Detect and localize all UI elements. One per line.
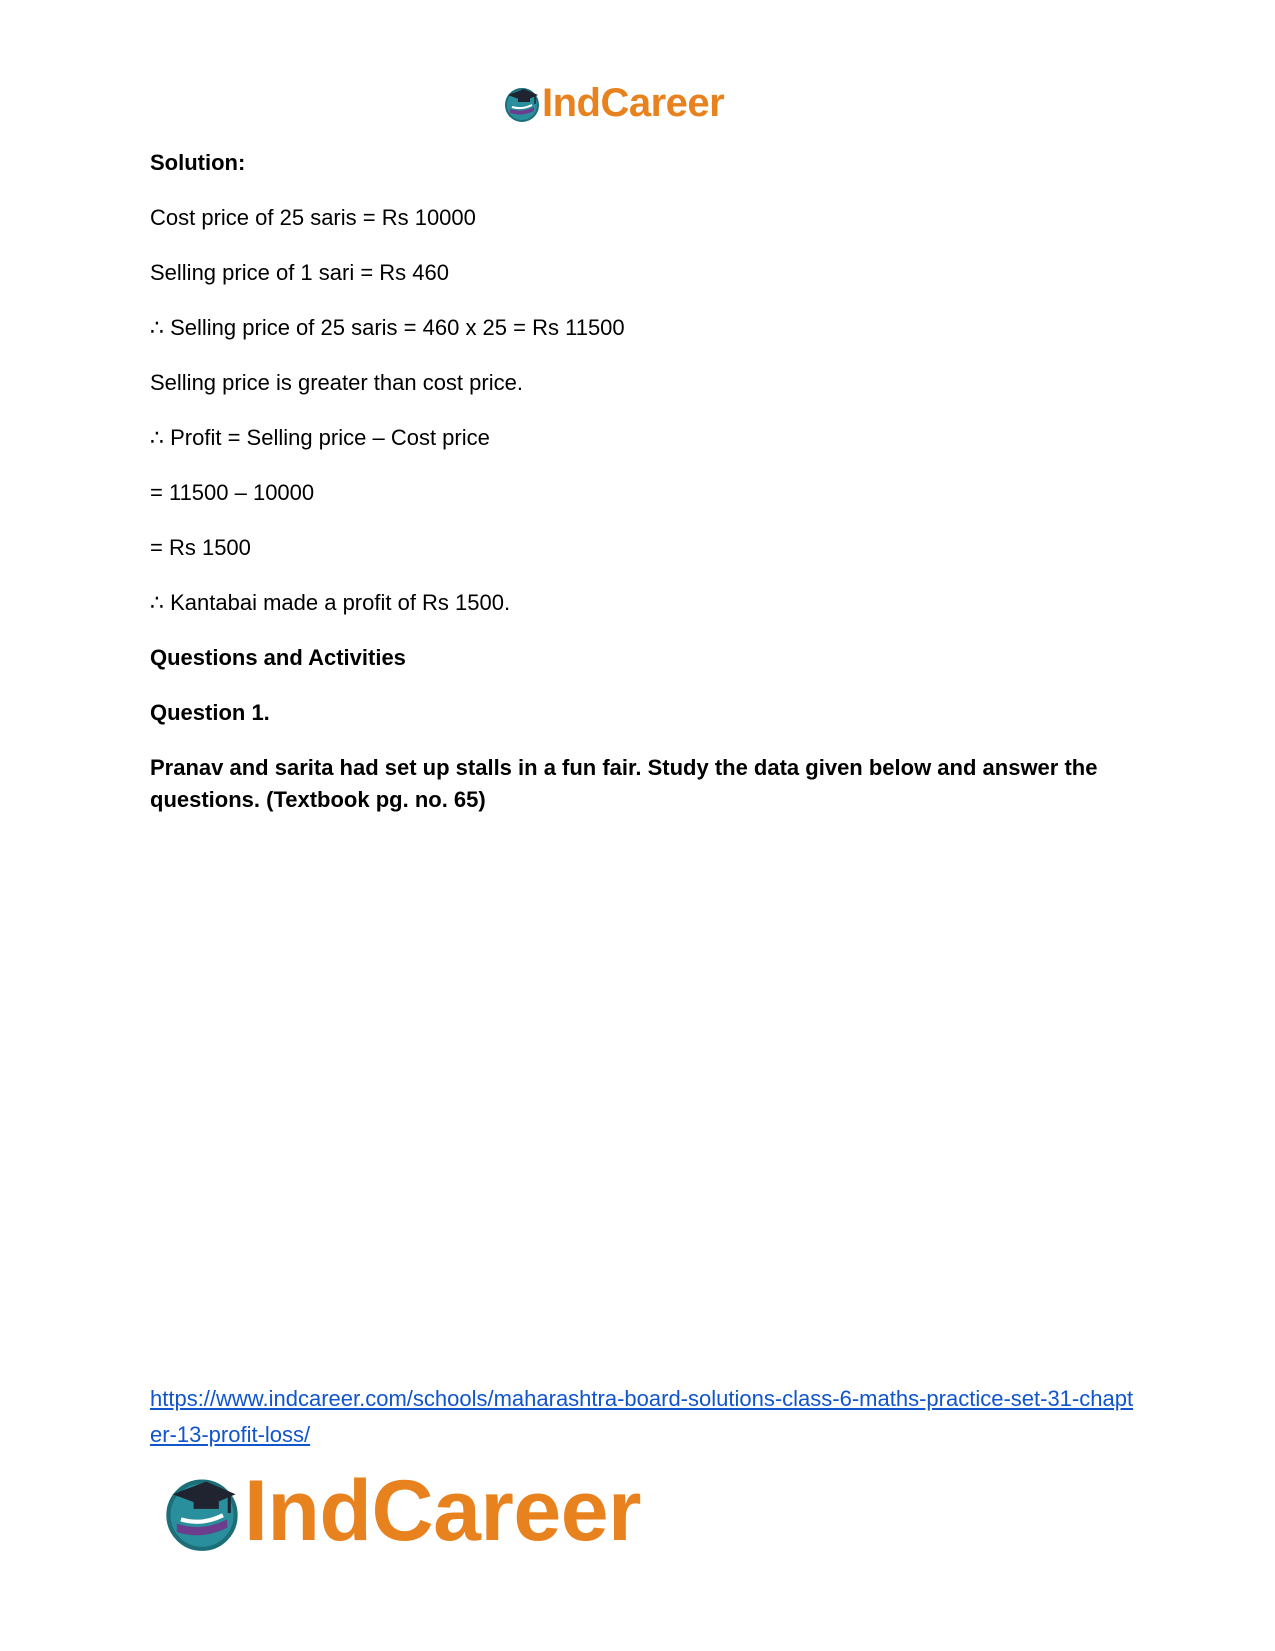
section-heading: Questions and Activities [150, 645, 406, 670]
globe-graduation-cap-icon [502, 83, 542, 123]
brand-logo-text: IndCareer [244, 1463, 641, 1559]
question-text: Pranav and sarita had set up stalls in a fun fair. Study the data given below and answer the questions. (Textbook pg. no. 65) [150, 755, 1098, 812]
footer-logo [160, 1463, 641, 1559]
solution-line-2: Selling price of 1 sari = Rs 460 [150, 260, 449, 285]
globe-graduation-cap-icon [160, 1469, 244, 1553]
solution-heading: Solution: [150, 150, 246, 175]
solution-line-4: Selling price is greater than cost price. [150, 370, 523, 395]
header-logo [502, 80, 724, 126]
solution-line-5: ∴ Profit = Selling price – Cost price [150, 425, 490, 450]
solution-line-1: Cost price of 25 saris = Rs 10000 [150, 205, 476, 230]
question-heading: Question 1. [150, 700, 270, 725]
solution-line-3: ∴ Selling price of 25 saris = 460 x 25 = Rs 11500 [150, 315, 625, 340]
document-body [150, 147, 1110, 816]
brand-logo-text: IndCareer [542, 81, 725, 125]
source-link[interactable]: https://www.indcareer.com/schools/maharashtra-board-solutions-class-6-maths-practice-set-31-chapter-13-profit-loss/ [150, 1386, 1134, 1447]
solution-line-6: = 11500 – 10000 [150, 480, 315, 505]
solution-line-7: = Rs 1500 [150, 535, 251, 560]
solution-line-8: ∴ Kantabai made a profit of Rs 1500. [150, 590, 511, 615]
